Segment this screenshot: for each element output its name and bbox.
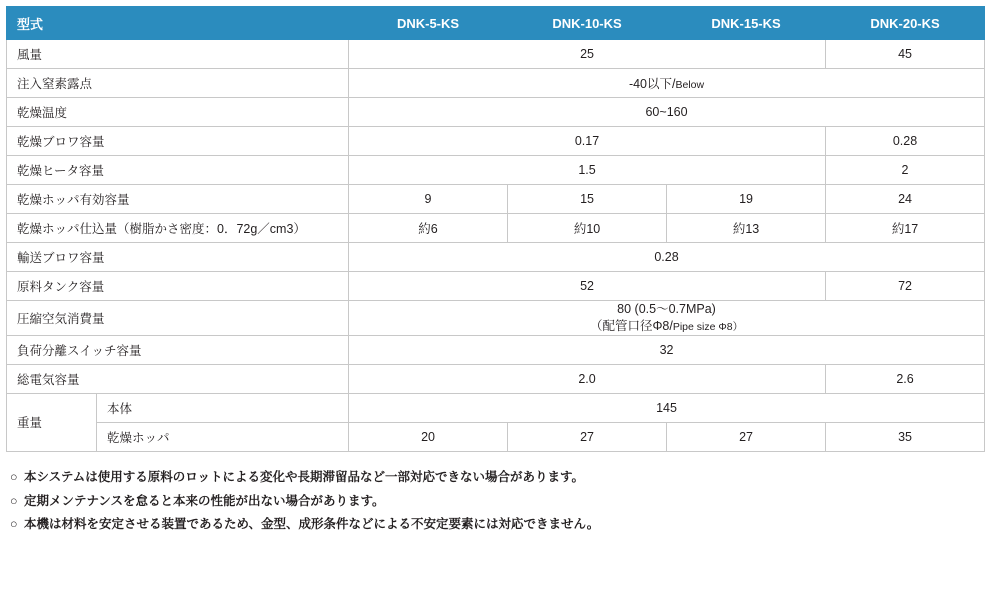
row-label: 原料タンク容量 — [7, 272, 349, 301]
table-row — [7, 127, 985, 156]
table-header — [7, 7, 985, 40]
row-value: 24 — [826, 185, 985, 214]
row-value: 27 — [667, 422, 826, 451]
table-row — [7, 364, 985, 393]
row-sublabel: 本体 — [97, 393, 349, 422]
row-value: 27 — [508, 422, 667, 451]
note-item — [10, 466, 990, 490]
table-body — [7, 40, 985, 452]
bullet-icon: ○ — [10, 469, 18, 484]
row-value: 19 — [667, 185, 826, 214]
header-model-0: DNK-5-KS — [349, 7, 508, 40]
row-value — [349, 301, 985, 336]
notes-list — [10, 466, 990, 537]
row-value: 約13 — [667, 214, 826, 243]
table-row — [7, 98, 985, 127]
row-value: 2.6 — [826, 364, 985, 393]
row-value: 0.17 — [349, 127, 826, 156]
row-value: 52 — [349, 272, 826, 301]
table-row — [7, 335, 985, 364]
row-label: 乾燥ヒータ容量 — [7, 156, 349, 185]
row-value: 145 — [349, 393, 985, 422]
row-value: 1.5 — [349, 156, 826, 185]
row-value: 0.28 — [349, 243, 985, 272]
bullet-icon: ○ — [10, 517, 18, 532]
table-row — [7, 69, 985, 98]
row-label-weight: 重量 — [7, 393, 97, 451]
row-value: 9 — [349, 185, 508, 214]
row-value: 2.0 — [349, 364, 826, 393]
table-row — [7, 422, 985, 451]
row-value: 15 — [508, 185, 667, 214]
row-sublabel: 乾燥ホッパ — [97, 422, 349, 451]
table-row — [7, 272, 985, 301]
row-value: 72 — [826, 272, 985, 301]
header-model-1: DNK-10-KS — [508, 7, 667, 40]
note-text: 本機は材料を安定させる装置であるため、金型、成形条件などによる不安定要素には対応できません。 — [24, 517, 600, 532]
row-value: 45 — [826, 40, 985, 69]
bullet-icon: ○ — [10, 493, 18, 508]
note-text: 本システムは使用する原料のロットによる変化や長期滞留品など一部対応できない場合があります。 — [24, 469, 585, 484]
table-row — [7, 393, 985, 422]
header-model-3: DNK-20-KS — [826, 7, 985, 40]
row-label: 負荷分離スイッチ容量 — [7, 335, 349, 364]
table-row — [7, 243, 985, 272]
table-row — [7, 301, 985, 336]
row-value: 60~160 — [349, 98, 985, 127]
row-label: 輸送ブロワ容量 — [7, 243, 349, 272]
spec-sheet — [0, 6, 990, 537]
row-label: 乾燥ブロワ容量 — [7, 127, 349, 156]
row-value: 20 — [349, 422, 508, 451]
value-line2 — [359, 318, 974, 335]
value-line1: 80 (0.5～0.7MPa) — [617, 302, 716, 316]
row-label: 乾燥温度 — [7, 98, 349, 127]
table-row — [7, 156, 985, 185]
row-value: 32 — [349, 335, 985, 364]
header-type-label: 型式 — [7, 7, 349, 40]
row-value: 0.28 — [826, 127, 985, 156]
row-value: 2 — [826, 156, 985, 185]
row-value: 35 — [826, 422, 985, 451]
row-label: 乾燥ホッパ仕込量（樹脂かさ密度：0．72g／cm3） — [7, 214, 349, 243]
row-label: 注入窒素露点 — [7, 69, 349, 98]
note-item — [10, 490, 990, 514]
row-value: 約17 — [826, 214, 985, 243]
value-line2-main: （配管口径Φ8/ — [589, 318, 673, 333]
row-value: 25 — [349, 40, 826, 69]
row-value: 約10 — [508, 214, 667, 243]
note-text: 定期メンテナンスを怠ると本来の性能が出ない場合があります。 — [24, 493, 385, 508]
table-row — [7, 214, 985, 243]
header-model-2: DNK-15-KS — [667, 7, 826, 40]
row-value — [349, 69, 985, 98]
row-label: 乾燥ホッパ有効容量 — [7, 185, 349, 214]
table-header-row — [7, 7, 985, 40]
row-label: 総電気容量 — [7, 364, 349, 393]
value-line2-sub: Pipe size Φ8） — [672, 320, 744, 333]
value-sub: Below — [675, 79, 705, 91]
value-main: -40以下/ — [628, 77, 676, 91]
table-row — [7, 40, 985, 69]
row-label: 圧縮空気消費量 — [7, 301, 349, 336]
row-label: 風量 — [7, 40, 349, 69]
row-value: 約6 — [349, 214, 508, 243]
note-item — [10, 513, 990, 537]
specification-table — [6, 6, 985, 452]
table-row — [7, 185, 985, 214]
